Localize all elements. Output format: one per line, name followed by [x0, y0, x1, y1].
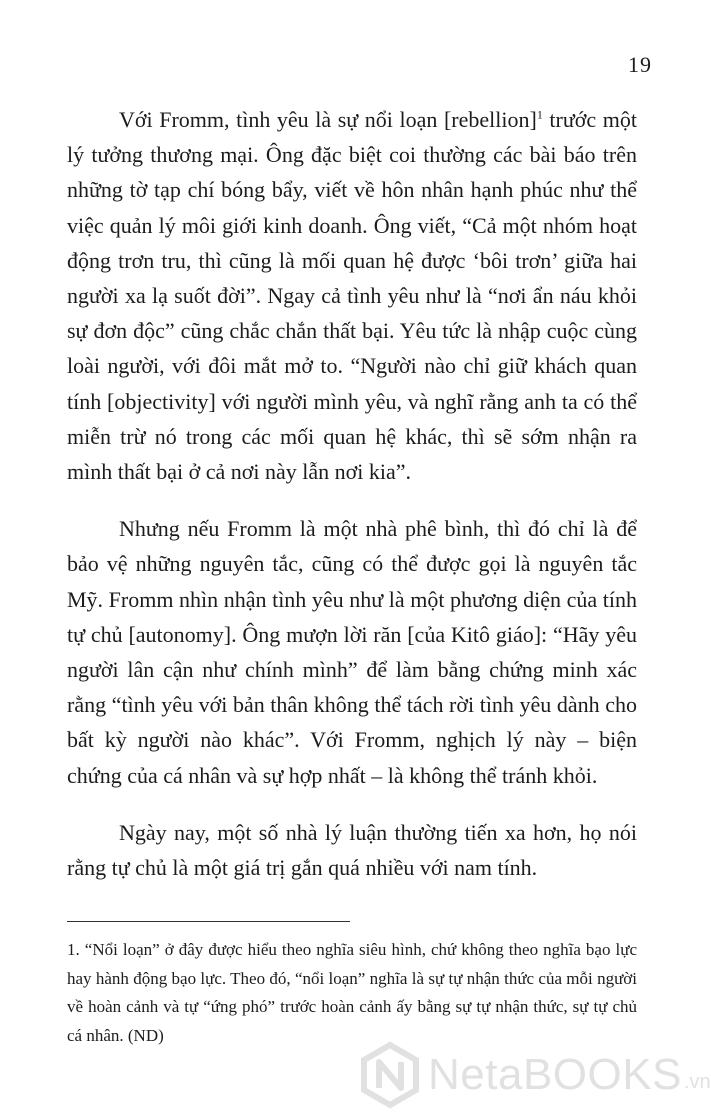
watermark: [360, 1042, 711, 1108]
body-text: [67, 102, 637, 885]
paragraph-1: [67, 102, 637, 489]
page-number: 19: [628, 52, 652, 77]
paragraph-3: Ngày nay, một số nhà lý luận thường tiến xa hơn, họ nói rằng tự chủ là một giá trị gắn quá nhiều với nam tính.: [67, 819, 637, 881]
paragraph-2: Nhưng nếu Fromm là một nhà phê bình, thì đó chỉ là để bảo vệ những nguyên tắc, cũng có thể được gọi là nguyên tắc Mỹ. Fromm nhìn nhận tình yêu như là một phương diện của tính tự chủ [autonomy]. Ông mượn lời răn [của Kitô giáo]: “Hãy yêu người lân cận như chính mình” để làm bằng chứng minh xác rằng “tình yêu với bản thân không thể tách rời tình yêu dành cho bất kỳ người nào khác”. Với Fromm, nghịch lý này – biện chứng của cá nhân và sự hợp nhất – là không thể tránh khỏi.: [67, 516, 637, 788]
footnote-reference: 1: [536, 107, 543, 122]
footnote-divider: [67, 921, 350, 922]
footnote: 1. “Nổi loạn” ở đây được hiểu theo nghĩa siêu hình, chứ không theo nghĩa bạo lực hay hành động bạo lực. Theo đó, “nổi loạn” nghĩa là sự tự nhận thức của mỗi người về hoàn cảnh và tự “ứng phó” trước hoàn cảnh ấy bằng sự tự nhận thức, sự tự chủ cá nhân. (ND): [67, 940, 637, 1045]
netabooks-logo-icon: [360, 1042, 420, 1108]
watermark-brand: NetaBOOKS: [428, 1050, 682, 1099]
paragraph-1-text-end: trước một lý tưởng thương mại. Ông đặc biệt coi thường các bài báo trên những tờ tạp chí bóng bẩy, viết về hôn nhân hạnh phúc như thể việc quản lý môi giới kinh doanh. Ông viết, “Cả một nhóm hoạt động trơn tru, thì cũng là mối quan hệ được ‘bôi trơn’ giữa hai người xa lạ suốt đời”. Ngay cả tình yêu như là “nơi ẩn náu khỏi sự đơn độc” cũng chắc chắn thất bại. Yêu tức là nhập cuộc cùng loài người, với đôi mắt mở to. “Người nào chỉ giữ khách quan tính [objectivity] với người mình yêu, và nghĩ rằng anh ta có thể miễn trừ nó trong các mối quan hệ khác, thì sẽ sớm nhận ra mình thất bại ở cả nơi này lẫn nơi kia”.: [67, 107, 637, 485]
paragraph-1-text-start: Với Fromm, tình yêu là sự nổi loạn [rebellion]: [119, 107, 537, 132]
watermark-suffix: .vn: [683, 1070, 711, 1093]
